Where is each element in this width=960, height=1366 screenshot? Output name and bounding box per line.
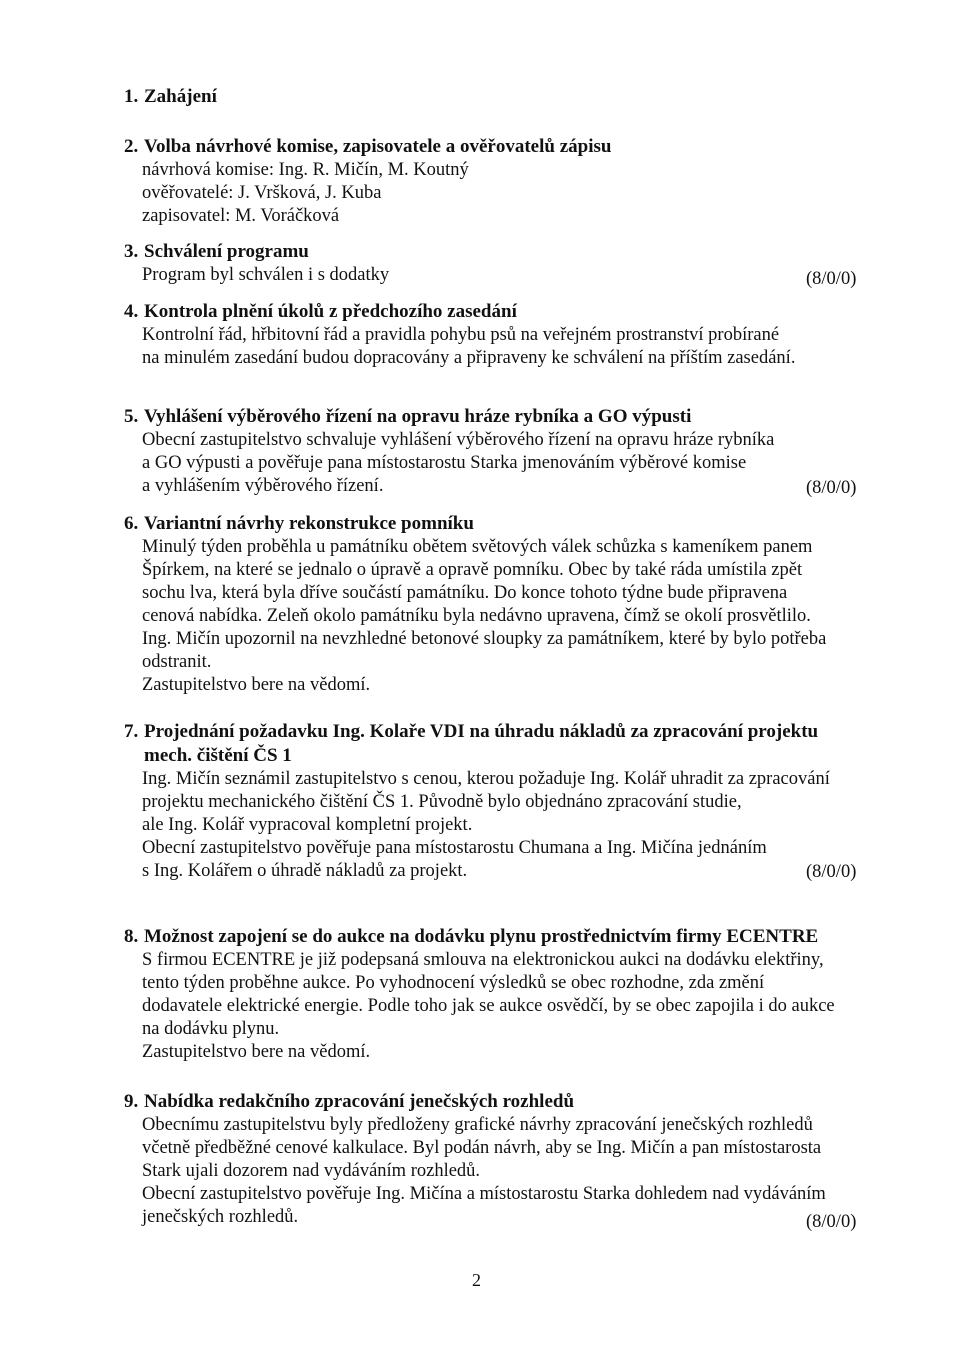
item-text-line: a vyhlášením výběrového řízení. [142,476,384,496]
agenda-item-5 [124,405,884,498]
item-text-line: Minulý týden proběhla u památníku obětem světových válek schůzka s kameníkem panem [142,537,813,557]
agenda-item-6 [124,512,884,697]
item-text-line: Obecní zastupitelstvo schvaluje vyhlášení výběrového řízení na opravu hráze rybníka [142,430,775,450]
item-text-line: dodavatele elektrické energie. Podle toho jak se aukce osvědčí, by se obec zapojila i do aukce [142,996,835,1016]
item-text-line: Obecní zastupitelstvo pověřuje Ing. Mičína a místostarostu Starka dohledem nad vydáváním [142,1184,826,1204]
item-text-line: Špírkem, na které se jednalo o úpravě a opravě pomníku. Obec by také ráda umístila zpět [142,560,803,580]
item-text-line: Obecnímu zastupitelstvu byly předloženy grafické návrhy zpracování jenečských rozhledů [142,1115,813,1135]
item-text-line: Stark ujali dozorem nad vydáváním rozhledů. [142,1161,481,1181]
agenda-item-1 [124,85,884,109]
item-heading: 5. Vyhlášení výběrového řízení na opravu hráze rybníka a GO výpusti [124,406,692,427]
item-heading: 7. Projednání požadavku Ing. Kolaře VDI na úhradu nákladů za zpracování projektu [124,721,819,742]
vote-result: (8/0/0) [806,1212,857,1232]
item-text-line: s Ing. Kolářem o úhradě nákladů za projekt. [142,861,468,881]
item-text-line: ověřovatelé: J. Vršková, J. Kuba [142,183,382,203]
item-text-line: zapisovatel: M. Voráčková [142,206,340,226]
item-text-line: jenečských rozhledů. [142,1207,299,1227]
item-heading: 3. Schválení programu [124,241,309,262]
item-text-line: Kontrolní řád, hřbitovní řád a pravidla pohybu psů na veřejném prostranství probírané [142,325,780,345]
vote-result: (8/0/0) [806,478,857,498]
agenda-item-7 [124,720,884,883]
item-text-line: projektu mechanického čištění ČS 1. Původně bylo objednáno zpracování studie, [142,792,742,812]
item-heading: 4. Kontrola plnění úkolů z předchozího zasedání [124,301,517,322]
item-text-line: na dodávku plynu. [142,1019,280,1039]
item-heading: 8. Možnost zapojení se do aukce na dodávku plynu prostřednictvím firmy ECENTRE [124,926,819,947]
agenda-item-2 [124,135,884,228]
item-text-line: S firmou ECENTRE je již podepsaná smlouva na elektronickou aukci na dodávku elektřiny, [142,950,824,970]
item-text-line: Obecní zastupitelstvo pověřuje pana místostarostu Chumana a Ing. Mičína jednáním [142,838,767,858]
agenda-item-9 [124,1090,884,1229]
item-text-line: Zastupitelstvo bere na vědomí. [142,675,371,695]
item-heading: 6. Variantní návrhy rekonstrukce pomníku [124,513,474,534]
item-heading: 1. Zahájení [124,86,217,107]
item-text-line: Ing. Mičín seznámil zastupitelstvo s cenou, kterou požaduje Ing. Kolář uhradit za zpracování [142,769,830,789]
agenda-item-8 [124,925,884,1064]
item-text-line: odstranit. [142,652,212,672]
item-text-line: ale Ing. Kolář vypracoval kompletní projekt. [142,815,473,835]
item-text-line: Zastupitelstvo bere na vědomí. [142,1042,371,1062]
agenda-item-4 [124,300,884,370]
item-heading: 9. Nabídka redakčního zpracování jenečských rozhledů [124,1091,575,1112]
item-text-line: cenová nabídka. Zeleň okolo památníku byla nedávno upravena, čímž se okolí prosvětlilo. [142,606,811,626]
item-text-line: Program byl schválen i s dodatky [142,265,390,285]
item-text-line: a GO výpusti a pověřuje pana místostarostu Starka jmenováním výběrové komise [142,453,747,473]
vote-result: (8/0/0) [806,862,857,882]
agenda-item-3 [124,240,884,287]
page-number: 2 [472,1270,481,1290]
item-text-line: včetně předběžné cenové kalkulace. Byl podán návrh, aby se Ing. Mičín a pan místostarosta [142,1138,822,1158]
item-text-line: na minulém zasedání budou dopracovány a připraveny ke schválení na příštím zasedání. [142,348,796,368]
vote-result: (8/0/0) [806,269,857,289]
item-heading-continued: mech. čištění ČS 1 [144,745,292,766]
item-text-line: tento týden proběhne aukce. Po vyhodnocení výsledků se obec rozhodne, zda změní [142,973,765,993]
item-text-line: Ing. Mičín upozornil na nevzhledné betonové sloupky za památníkem, které by bylo potřeba [142,629,827,649]
item-text-line: návrhová komise: Ing. R. Mičín, M. Koutný [142,160,469,180]
item-heading: 2. Volba návrhové komise, zapisovatele a ověřovatelů zápisu [124,136,612,157]
item-text-line: sochu lva, která byla dříve součástí památníku. Do konce tohoto týdne bude připravena [142,583,788,603]
